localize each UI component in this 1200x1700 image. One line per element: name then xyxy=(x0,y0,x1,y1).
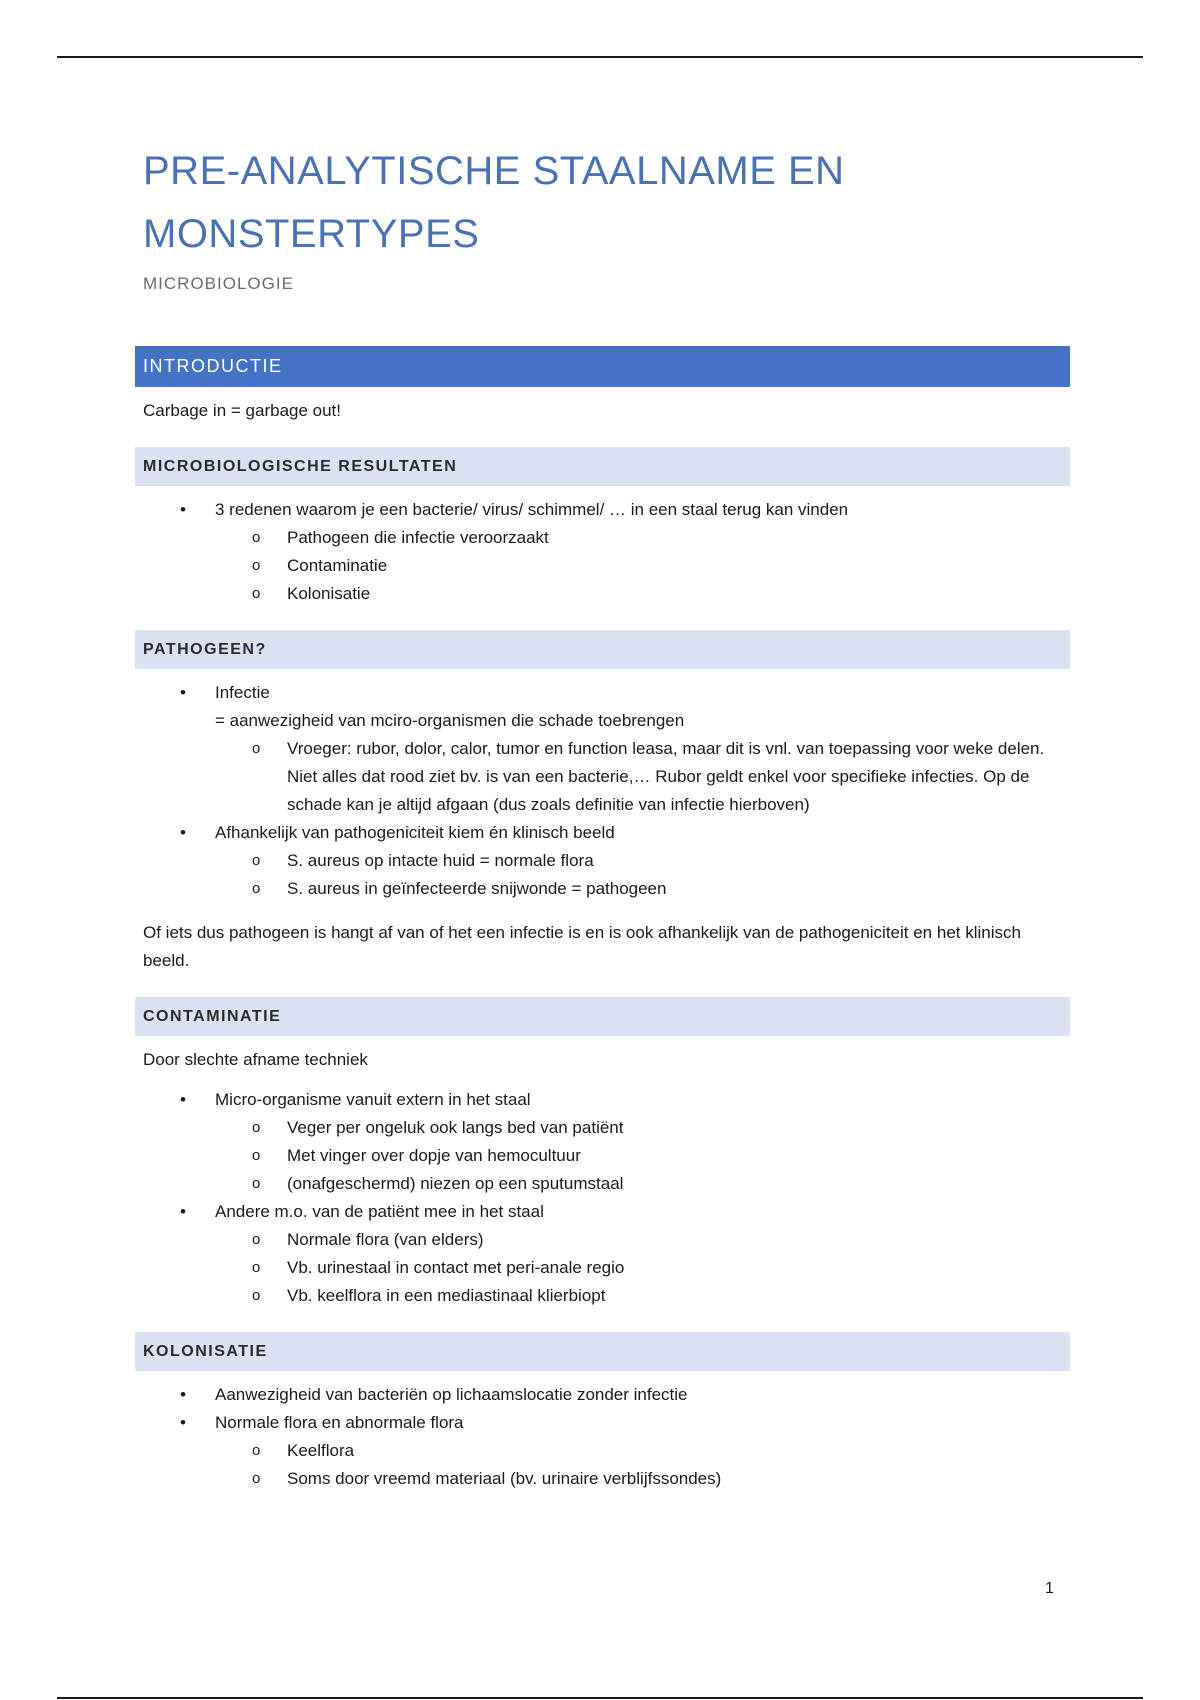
circle-bullet-icon: o xyxy=(252,1175,261,1192)
circle-bullet-icon: o xyxy=(252,529,261,546)
heading-introductie: INTRODUCTIE xyxy=(135,346,1070,387)
sub-list-item: o S. aureus in geïnfecteerde snijwonde = pathogeen xyxy=(135,875,1070,903)
sub-list-item: o Vb. keelflora in een mediastinaal klierbiopt xyxy=(135,1282,1070,1310)
sub-list-item: o Pathogeen die infectie veroorzaakt xyxy=(135,524,1070,552)
sub-list-item: o Kolonisatie xyxy=(135,580,1070,608)
circle-bullet-icon: o xyxy=(252,585,261,602)
title-line-2: MONSTERTYPES xyxy=(143,212,480,256)
pathogeen-conclusion: Of iets dus pathogeen is hangt af van of het een infectie is en is ook afhankelijk van de pathogeniciteit en het klinisch beeld. xyxy=(143,923,1021,970)
heading-kolonisatie: KOLONISATIE xyxy=(135,1332,1070,1371)
header-rule xyxy=(57,56,1143,58)
heading-pathogeen: PATHOGEEN? xyxy=(135,630,1070,669)
bullet-icon: • xyxy=(180,683,186,702)
sub-list-item: o Met vinger over dopje van hemocultuur xyxy=(135,1142,1070,1170)
bullet-icon: • xyxy=(180,1385,186,1404)
bullet-icon: • xyxy=(180,1090,186,1109)
list-item: • Infectie = aanwezigheid van mciro-organismen die schade toebrengen o Vroeger: rubor, dolor, calor, tumor en function leasa, maar dit is vnl. van toepassing voor weke delen. Niet alles dat rood ziet bv. is van een bacterie,… Rubor geldt enkel voor specifieke infecties. Op de schade kan je altijd afgaan (dus zoals definitie van infectie hierboven) xyxy=(135,679,1070,819)
document-body xyxy=(135,140,1070,1515)
circle-bullet-icon: o xyxy=(252,1119,261,1136)
circle-bullet-icon: o xyxy=(252,1442,261,1459)
contaminatie-intro: Door slechte afname techniek xyxy=(143,1050,368,1069)
sub-list-item: o Vb. urinestaal in contact met peri-anale regio xyxy=(135,1254,1070,1282)
circle-bullet-icon: o xyxy=(252,557,261,574)
bullet-icon: • xyxy=(180,1202,186,1221)
sub-list-item: o Soms door vreemd materiaal (bv. urinaire verblijfssondes) xyxy=(135,1465,1070,1493)
sub-list-item: o S. aureus op intacte huid = normale flora xyxy=(135,847,1070,875)
document-subtitle: MICROBIOLOGIE xyxy=(143,274,294,293)
infectie-definition: = aanwezigheid van mciro-organismen die schade toebrengen xyxy=(215,711,685,730)
page-number: 1 xyxy=(1045,1580,1054,1597)
sub-list-item: o Veger per ongeluk ook langs bed van patiënt xyxy=(135,1114,1070,1142)
footer-rule xyxy=(57,1697,1143,1699)
circle-bullet-icon: o xyxy=(252,880,261,897)
circle-bullet-icon: o xyxy=(252,1259,261,1276)
list-item: • Afhankelijk van pathogeniciteit kiem én klinisch beeld o S. aureus op intacte huid = normale flora o S. aureus in geïnfecteerde snijwonde = pathogeen xyxy=(135,819,1070,903)
circle-bullet-icon: o xyxy=(252,852,261,869)
bullet-icon: • xyxy=(180,823,186,842)
contaminatie-list xyxy=(135,1086,1070,1310)
intro-text: Carbage in = garbage out! xyxy=(143,401,342,420)
title-line-1: PRE-ANALYTISCHE STAALNAME EN xyxy=(143,149,845,193)
sub-list-item: o Keelflora xyxy=(135,1437,1070,1465)
document-title xyxy=(143,140,1070,266)
pathogeen-list xyxy=(135,679,1070,903)
circle-bullet-icon: o xyxy=(252,1147,261,1164)
bullet-icon: • xyxy=(180,500,186,519)
sub-list-item: o (onafgeschermd) niezen op een sputumstaal xyxy=(135,1170,1070,1198)
circle-bullet-icon: o xyxy=(252,1287,261,1304)
sub-list-item: o Contaminatie xyxy=(135,552,1070,580)
kolonisatie-list xyxy=(135,1381,1070,1493)
list-item: • 3 redenen waarom je een bacterie/ virus/ schimmel/ … in een staal terug kan vinden o Pathogeen die infectie veroorzaakt o Contaminatie o Kolonisatie xyxy=(135,496,1070,608)
sub-list-item: o Normale flora (van elders) xyxy=(135,1226,1070,1254)
list-item: • Aanwezigheid van bacteriën op lichaamslocatie zonder infectie xyxy=(135,1381,1070,1409)
bullet-icon: • xyxy=(180,1413,186,1432)
resultaten-list xyxy=(135,496,1070,608)
heading-resultaten: MICROBIOLOGISCHE RESULTATEN xyxy=(135,447,1070,486)
circle-bullet-icon: o xyxy=(252,1470,261,1487)
heading-contaminatie: CONTAMINATIE xyxy=(135,997,1070,1036)
list-item: • Andere m.o. van de patiënt mee in het staal o Normale flora (van elders) o Vb. urinestaal in contact met peri-anale regio o Vb. keelflora in een mediastinaal klierbiopt xyxy=(135,1198,1070,1310)
list-item: • Normale flora en abnormale flora o Keelflora o Soms door vreemd materiaal (bv. urinaire verblijfssondes) xyxy=(135,1409,1070,1493)
list-item: • Micro-organisme vanuit extern in het staal o Veger per ongeluk ook langs bed van patiënt o Met vinger over dopje van hemocultuur o (onafgeschermd) niezen op een sputumstaal xyxy=(135,1086,1070,1198)
sub-list-item: o Vroeger: rubor, dolor, calor, tumor en function leasa, maar dit is vnl. van toepassing voor weke delen. Niet alles dat rood ziet bv. is van een bacterie,… Rubor geldt enkel voor specifieke infecties. Op de schade kan je altijd afgaan (dus zoals definitie van infectie hierboven) xyxy=(135,735,1070,819)
circle-bullet-icon: o xyxy=(252,740,261,757)
circle-bullet-icon: o xyxy=(252,1231,261,1248)
